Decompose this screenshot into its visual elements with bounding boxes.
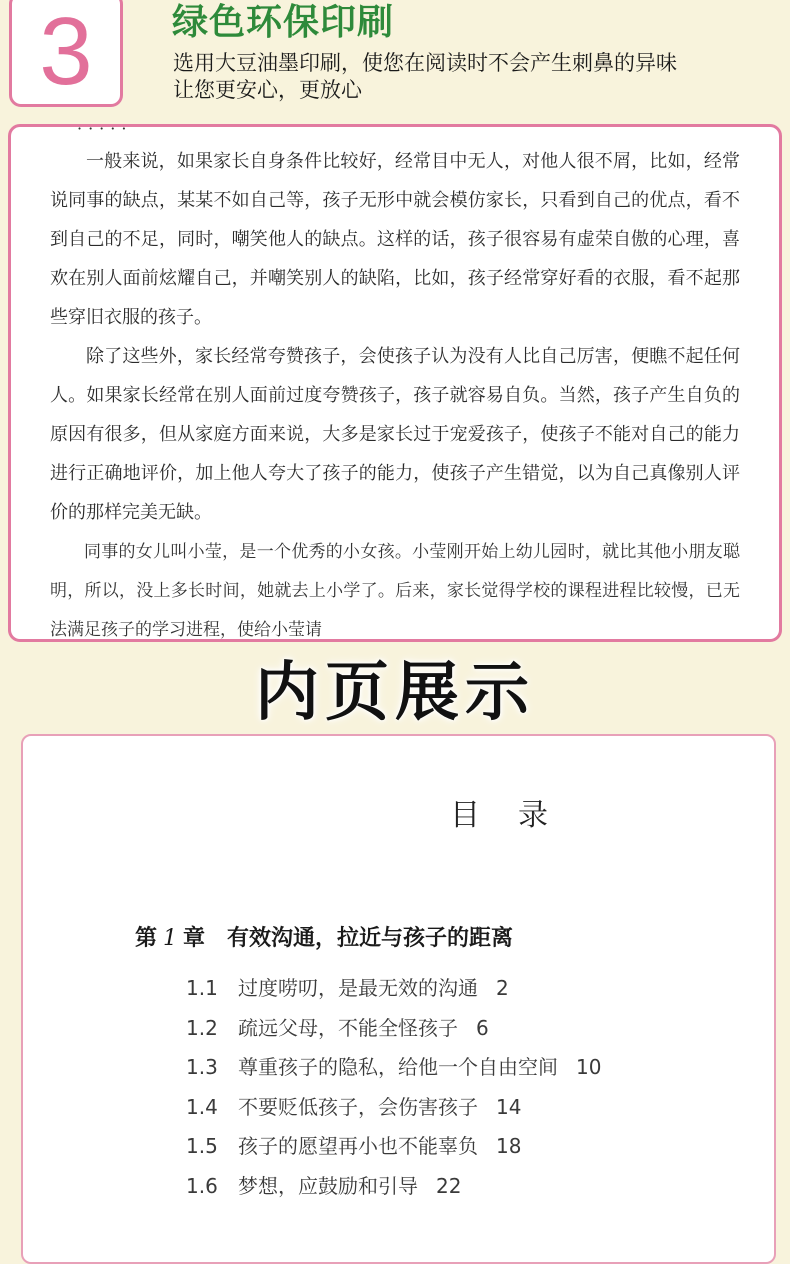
feature-number: 3	[39, 0, 93, 105]
toc-item-page: 2	[496, 976, 509, 1000]
feature-description-line: 让您更安心，更放心	[173, 78, 362, 102]
cut-off-text-line: ·····	[77, 119, 133, 138]
toc-item-page: 14	[496, 1094, 522, 1119]
toc-item-number: 1.4	[186, 1094, 218, 1119]
chapter-number: 1	[163, 926, 178, 951]
section-heading: 内页展示	[255, 656, 535, 730]
sample-paragraph: 一般来说，如果家长自身条件比较好，经常目中无人，对他人很不屑，比如，经常说同事的缺点，某某不如自己等，孩子无形中就会模仿家长，只看到自己的优点，看不到自己的不足，同时，嘲笑他人的缺点。这样的话，孩子很容易有虚荣自傲的心理，喜欢在别人面前炫耀自己，并嘲笑别人的缺陷，比如，孩子经常穿好看的衣服，看不起那些穿旧衣服的孩子。	[50, 151, 740, 328]
toc-item-number: 1.2	[186, 1015, 218, 1040]
chapter-heading	[135, 921, 513, 952]
toc-item-title: 过度唠叨，是最无效的沟通	[238, 976, 478, 1000]
toc-item-number: 1.3	[186, 1055, 218, 1079]
toc-item	[186, 1013, 601, 1053]
feature-description-line: 选用大豆油墨印刷，使您在阅读时不会产生刺鼻的异味	[173, 51, 677, 75]
feature-description	[173, 50, 677, 104]
chapter-title: 有效沟通，拉近与孩子的距离	[227, 925, 514, 951]
toc-item-title: 疏远父母，不能全怪孩子	[238, 1015, 458, 1040]
toc-list	[186, 973, 601, 1210]
toc-item-title: 不要贬低孩子，会伤害孩子	[238, 1094, 478, 1119]
toc-item	[186, 1092, 601, 1132]
toc-item-number: 1.5	[186, 1134, 218, 1158]
toc-title: 目录	[450, 798, 586, 833]
feature-number-box	[9, 0, 123, 107]
toc-item-page: 22	[436, 1173, 462, 1198]
toc-item-page: 18	[496, 1134, 522, 1158]
toc-item-page: 10	[576, 1055, 602, 1079]
toc-item	[186, 1131, 601, 1171]
toc-item	[186, 973, 601, 1013]
toc-item	[186, 1171, 601, 1211]
toc-item-title: 尊重孩子的隐私，给他一个自由空间	[238, 1055, 558, 1079]
toc-item	[186, 1052, 601, 1092]
toc-item-title: 孩子的愿望再小也不能辜负	[238, 1134, 478, 1158]
toc-item-number: 1.6	[186, 1173, 218, 1198]
toc-item-number: 1.1	[186, 976, 218, 1000]
sample-page-panel	[8, 119, 782, 642]
chapter-suffix: 章	[183, 925, 206, 951]
feature-title: 绿色环保印刷	[172, 2, 395, 43]
toc-item-title: 梦想，应鼓励和引导	[238, 1173, 418, 1198]
sample-paragraph: 除了这些外，家长经常夸赞孩子，会使孩子认为没有人比自己厉害，便瞧不起任何人。如果家长经常在别人面前过度夸赞孩子，孩子就容易自负。当然，孩子产生自负的原因有很多，但从家庭方面来说，大多是家长过于宠爱孩子，使孩子不能对自己的能力进行正确地评价，加上他人夸大了孩子的能力，使孩子产生错觉，以为自己真像别人评价的那样完美无缺。	[50, 346, 740, 523]
sample-paragraph: 同事的女儿叫小莹，是一个优秀的小女孩。小莹刚开始上幼儿园时，就比其他小朋友聪明，所以，没上多长时间，她就去上小学了。后来，家长觉得学校的课程进程比较慢，已无法满足孩子的学习进程，使给小莹请	[50, 542, 740, 640]
toc-item-page: 6	[476, 1015, 489, 1040]
toc-page-panel	[21, 734, 776, 1264]
chapter-prefix: 第	[135, 925, 158, 951]
